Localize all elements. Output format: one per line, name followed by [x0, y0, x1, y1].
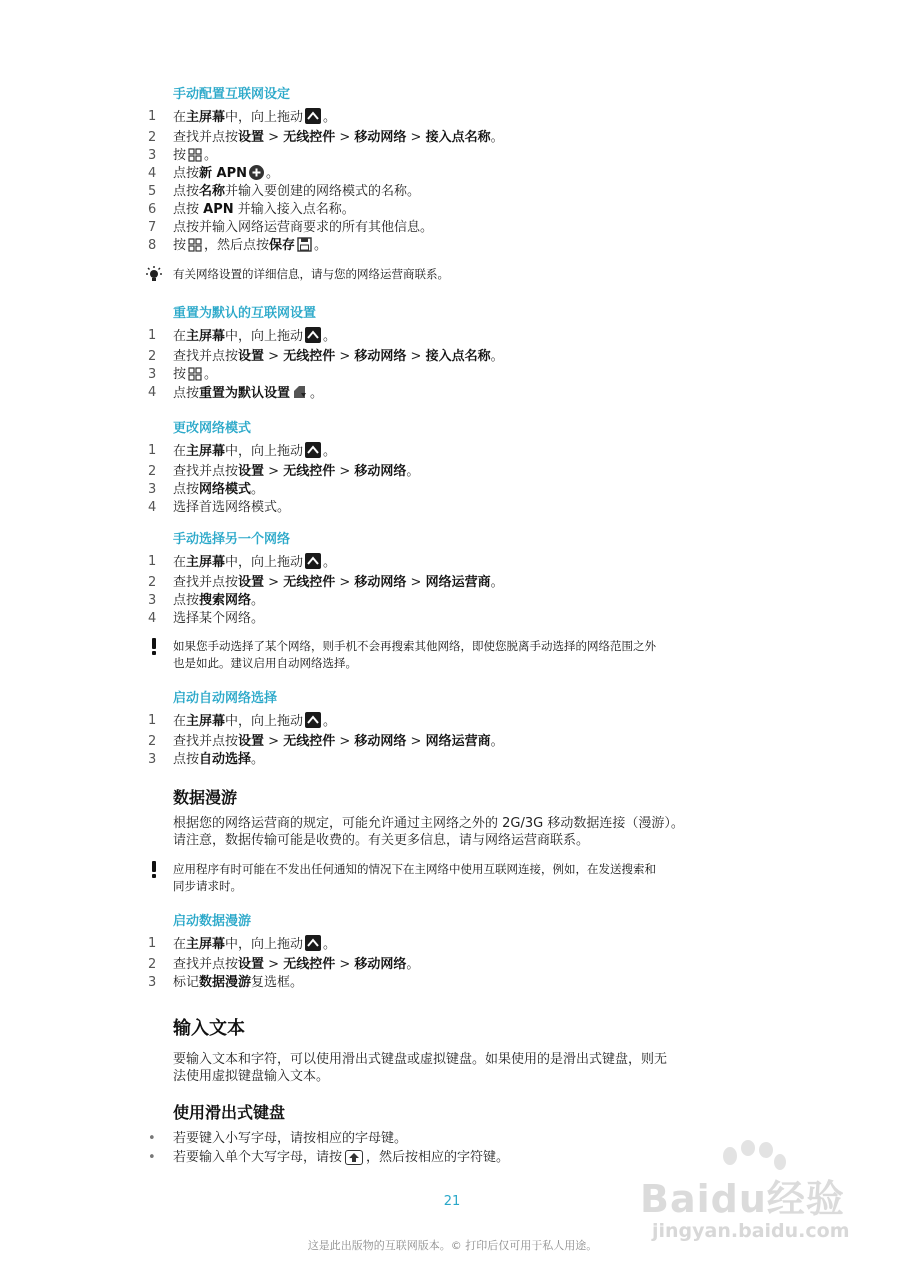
step-text: 点按网络模式。	[173, 482, 265, 497]
reset-icon	[292, 384, 308, 400]
input-text-paragraph: 要输入文本和字符，可以使用滑出式键盘或虚拟键盘。如果使用的是滑出式键盘，则无 法使用虚拟键盘输入文本。	[173, 1052, 668, 1084]
step-number: 1	[148, 443, 157, 458]
step-row	[148, 165, 768, 183]
step-number: 1	[148, 936, 157, 951]
bullet-text: 若要键入小写字母，请按相应的字母键。	[173, 1131, 408, 1146]
step-number: 2	[148, 957, 157, 972]
step-row	[148, 712, 768, 730]
menu-grid-icon	[188, 148, 202, 162]
exclamation-icon	[143, 638, 165, 656]
warning-text: 应用程序有时可能在不发出任何通知的情况下在主网络中使用互联网连接，例如，在发送搜索和 同步请求时。	[173, 862, 656, 893]
step-text: 查找并点按设置 > 无线控件 > 移动网络 > 网络运营商。	[173, 575, 504, 590]
section-title-reset-internet: 重置为默认的互联网设置	[173, 306, 317, 321]
bullet-dot: •	[148, 1131, 156, 1146]
step-row	[148, 751, 768, 769]
step-text: 选择某个网络。	[173, 611, 265, 626]
step-text: 查找并点按设置 > 无线控件 > 移动网络。	[173, 957, 420, 972]
save-icon	[297, 237, 312, 252]
section-title-auto-network: 启动自动网络选择	[173, 691, 278, 706]
step-text: 查找并点按设置 > 无线控件 > 移动网络 > 网络运营商。	[173, 734, 504, 749]
up-arrow-icon	[305, 935, 321, 951]
step-number: 2	[148, 130, 157, 145]
step-row	[148, 237, 768, 255]
step-row	[148, 935, 768, 953]
step-number: 3	[148, 367, 157, 382]
step-row	[148, 956, 768, 974]
step-row	[148, 384, 768, 402]
step-number: 2	[148, 464, 157, 479]
step-number: 2	[148, 349, 157, 364]
step-row	[148, 366, 768, 384]
menu-grid-icon	[188, 367, 202, 381]
step-row	[148, 610, 768, 628]
step-text: 按 。	[173, 367, 218, 382]
step-number: 1	[148, 713, 157, 728]
step-text: 按 。	[173, 148, 218, 163]
tip-text: 有关网络设置的详细信息，请与您的网络运营商联系。	[173, 267, 449, 281]
page-number: 21	[443, 1194, 461, 1209]
step-number: 2	[148, 575, 157, 590]
baidu-watermark	[640, 1140, 890, 1250]
shift-key-icon	[345, 1150, 363, 1165]
step-number: 6	[148, 202, 157, 217]
step-row	[148, 327, 768, 345]
section-title-input-text: 输入文本	[173, 1018, 245, 1039]
step-text: 在主屏幕中，向上拖动 。	[173, 937, 337, 952]
section-title-roaming: 数据漫游	[173, 788, 238, 807]
step-text: 查找并点按设置 > 无线控件 > 移动网络。	[173, 464, 420, 479]
step-row	[148, 553, 768, 571]
bullet-text: 若要输入单个大写字母，请按 ，然后按相应的字符键。	[173, 1150, 510, 1165]
watermark-url: jingyan.baidu.com	[652, 1220, 850, 1242]
up-arrow-icon	[305, 327, 321, 343]
step-text: 点按新 APN 。	[173, 166, 280, 181]
step-row	[148, 147, 768, 165]
step-text: 在主屏幕中，向上拖动 。	[173, 714, 337, 729]
step-text: 查找并点按设置 > 无线控件 > 移动网络 > 接入点名称。	[173, 130, 504, 145]
step-number: 3	[148, 593, 157, 608]
step-row	[148, 481, 768, 499]
step-row	[148, 499, 768, 517]
menu-grid-icon	[188, 238, 202, 252]
step-number: 4	[148, 500, 157, 515]
step-row	[148, 592, 768, 610]
step-number: 8	[148, 238, 157, 253]
up-arrow-icon	[305, 442, 321, 458]
step-number: 1	[148, 109, 157, 124]
step-text: 在主屏幕中，向上拖动 。	[173, 329, 337, 344]
step-number: 2	[148, 734, 157, 749]
step-number: 4	[148, 385, 157, 400]
step-text: 点按重置为默认设置 。	[173, 386, 324, 401]
step-text: 点按名称并输入要创建的网络模式的名称。	[173, 184, 421, 199]
step-number: 3	[148, 148, 157, 163]
step-number: 3	[148, 752, 157, 767]
warning-text: 如果您手动选择了某个网络，则手机不会再搜索其他网络，即使您脱离手动选择的网络范围之外 也是如此。建议启用自动网络选择。	[173, 639, 656, 670]
step-row	[148, 442, 768, 460]
step-row	[148, 574, 768, 592]
section-title-manual-network: 手动选择另一个网络	[173, 532, 291, 547]
step-number: 1	[148, 554, 157, 569]
step-row	[148, 129, 768, 147]
step-text: 在主屏幕中，向上拖动 。	[173, 110, 337, 125]
step-text: 点按 APN 并输入接入点名称。	[173, 202, 355, 217]
step-number: 3	[148, 482, 157, 497]
roaming-paragraph: 根据您的网络运营商的规定，可能允许通过主网络之外的 2G/3G 移动数据连接（漫游）。 请注意，数据传输可能是收费的。有关更多信息，请与网络运营商联系。	[173, 816, 684, 848]
section-title-enable-roaming: 启动数据漫游	[173, 914, 252, 929]
lightbulb-icon	[143, 266, 165, 284]
step-number: 3	[148, 975, 157, 990]
step-row	[148, 201, 768, 219]
section-title-network-mode: 更改网络模式	[173, 421, 252, 436]
step-text: 点按搜索网络。	[173, 593, 265, 608]
footer-note: 这是此出版物的互联网版本。© 打印后仅可用于私人用途。	[307, 1239, 598, 1252]
exclamation-icon	[143, 861, 165, 879]
step-number: 7	[148, 220, 157, 235]
up-arrow-icon	[305, 712, 321, 728]
section-title-slide-keyboard: 使用滑出式键盘	[173, 1103, 286, 1122]
step-number: 1	[148, 328, 157, 343]
step-text: 点按自动选择。	[173, 752, 265, 767]
watermark-logo: Baidu经验	[640, 1177, 845, 1221]
step-number: 4	[148, 611, 157, 626]
up-arrow-icon	[305, 553, 321, 569]
step-row	[148, 219, 768, 237]
section-title-manual-internet: 手动配置互联网设定	[173, 87, 291, 102]
add-circle-icon	[249, 165, 264, 180]
step-number: 5	[148, 184, 157, 199]
step-row	[148, 463, 768, 481]
step-row	[148, 348, 768, 366]
step-text: 在主屏幕中，向上拖动 。	[173, 555, 337, 570]
step-row	[148, 974, 768, 992]
up-arrow-icon	[305, 108, 321, 124]
step-row	[148, 733, 768, 751]
step-text: 点按并输入网络运营商要求的所有其他信息。	[173, 220, 434, 235]
bullet-dot: •	[148, 1150, 156, 1165]
step-row	[148, 108, 768, 126]
step-text: 选择首选网络模式。	[173, 500, 291, 515]
step-text: 查找并点按设置 > 无线控件 > 移动网络 > 接入点名称。	[173, 349, 504, 364]
step-number: 4	[148, 166, 157, 181]
step-row	[148, 183, 768, 201]
step-text: 按 ，然后点按保存 。	[173, 238, 328, 253]
step-text: 在主屏幕中，向上拖动 。	[173, 444, 337, 459]
step-text: 标记数据漫游复选框。	[173, 975, 304, 990]
